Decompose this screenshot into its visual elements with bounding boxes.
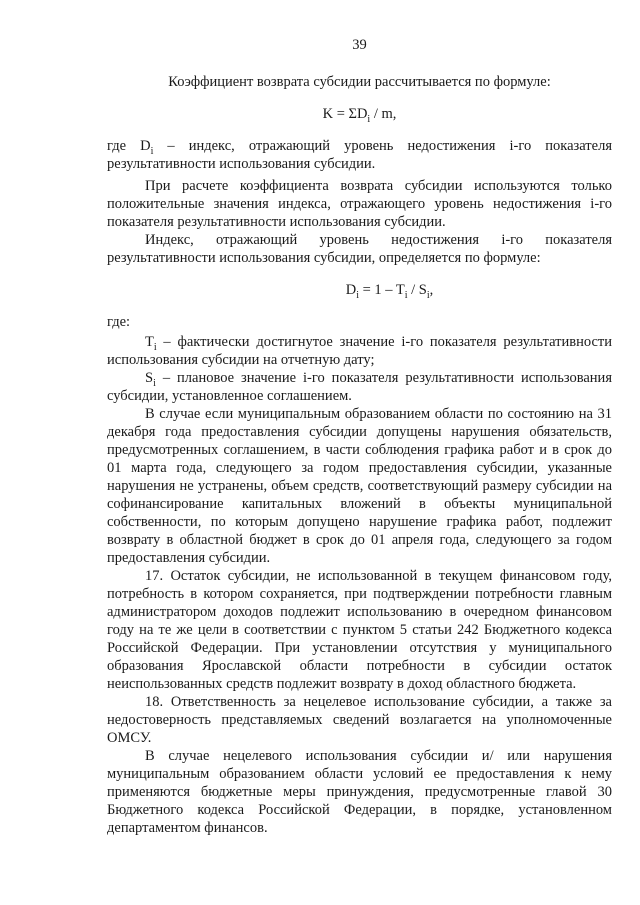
definition-s: $S_i$ – плановое значение i-го показателя результативности использования субсидии, установленное соглашением.: [107, 370, 612, 404]
paragraph-index-formula: Индекс, отражающий уровень недостижения i-го показателя результативности использования субсидии, определяется по формуле:: [107, 232, 612, 266]
paragraph-17: 17. Остаток субсидии, не использованной в текущем финансовом году, потребность в котором сохраняется, при подтверждении потребности главным администратором доходов подлежит использованию в очередном финансовом году на те же цели в соответствии с пунктом 5 статьи 242 Бюджетного кодекса Российской Федерации. При установлении отсутствия у муниципального образования Ярославской области потребности в субсидии остаток неиспользованных средств подлежит возврату в доход областного бюджета.: [107, 568, 612, 692]
formula-k: $K = \Sigma D_i / m$,: [322, 106, 397, 125]
formula-d: $D_i = 1 - T_i / S_i$,: [345, 282, 434, 301]
document-body: [107, 73, 612, 837]
paragraph-violation: В случае если муниципальным образованием области по состоянию на 31 декабря года предоставления субсидии допущены нарушения обязательств, предусмотренных соглашением, в части соблюдения графика работ и в срок до 01 марта года, следующего за годом предоставления субсидии, указанные нарушения не устранены, объем средств, соответствующий размеру субсидии на софинансирование капитальных вложений в объекты муниципальной собственности, по которым допущено нарушение графика работ, подлежит возврату в областной бюджет в срок до 01 апреля года, следующего за годом предоставления субсидии.: [107, 406, 612, 566]
paragraph-positive-values: При расчете коэффициента возврата субсидии используются только положительные значения индекса, отражающего уровень недостижения i-го показателя результативности использования субсидии.: [107, 178, 612, 230]
paragraph-where: где:: [107, 314, 131, 330]
paragraph-18: 18. Ответственность за нецелевое использование субсидии, а также за недостоверность представляемых сведений возлагается на уполномоченные ОМСУ.: [107, 694, 612, 746]
formula-intro: Коэффициент возврата субсидии рассчитывается по формуле:: [168, 74, 551, 90]
definition-t: $T_i$ – фактически достигнутое значение i-го показателя результативности использования субсидии на отчетную дату;: [107, 334, 612, 368]
page-number: 39: [352, 37, 367, 53]
paragraph-misuse: В случае нецелевого использования субсидии и/ или нарушения муниципальным образованием области условий ее предоставления к нему применяются бюджетные меры принуждения, предусмотренные главой 30 Бюджетного кодекса Российской Федерации, в порядке, установленном департаментом финансов.: [107, 748, 612, 836]
paragraph-where-di: где $D_i$ – индекс, отражающий уровень недостижения i-го показателя результативности использования субсидии.: [107, 138, 612, 172]
